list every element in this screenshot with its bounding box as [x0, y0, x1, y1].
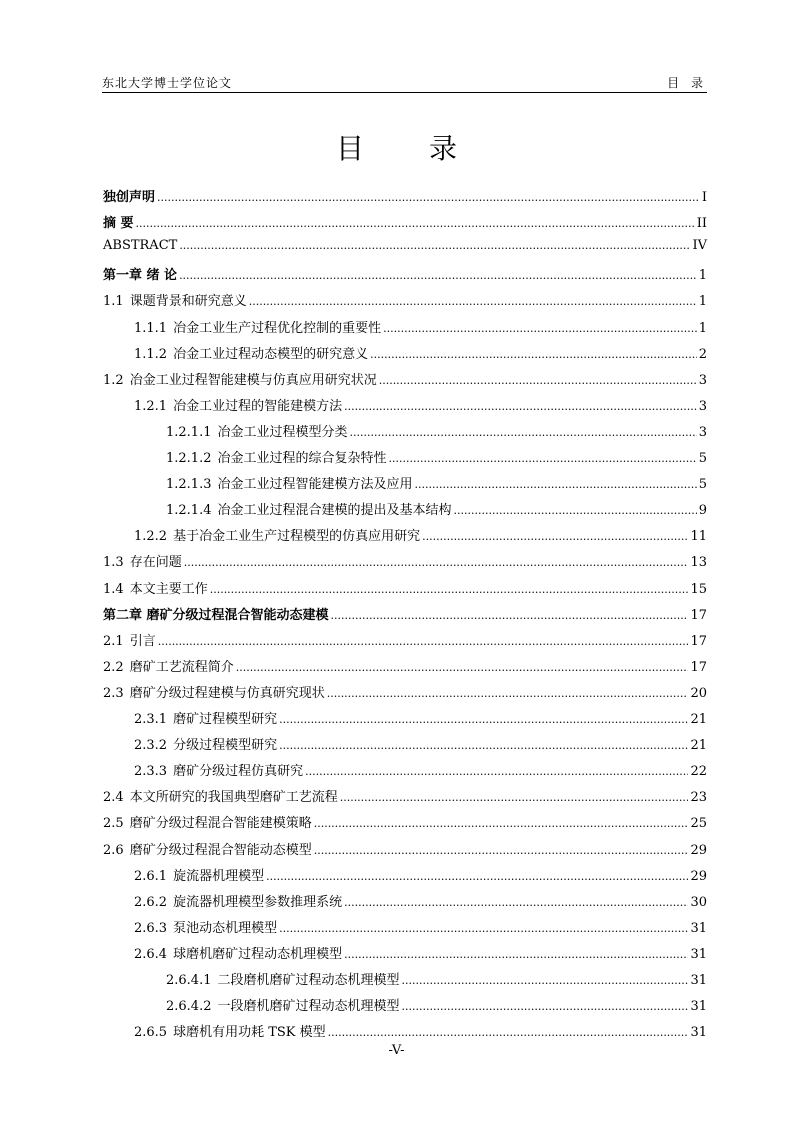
toc-entry-number: 1.1.1: [134, 320, 168, 336]
toc-entry-number: 1.2.1.2: [166, 451, 212, 466]
toc-entry[interactable]: [103, 839, 707, 859]
toc-entry[interactable]: [103, 290, 707, 310]
toc-entry-number: 2.5: [103, 816, 124, 832]
toc-entry-page: II: [696, 216, 707, 232]
toc-entry-page: 23: [690, 790, 707, 806]
toc-entry-title: 球磨机磨矿过程动态机理模型: [173, 946, 343, 962]
toc-entry-label: [103, 264, 177, 283]
toc-entry-title: 磨矿工艺流程简介: [129, 659, 234, 675]
toc-dot-leader: [370, 348, 697, 361]
toc-dot-leader: [249, 295, 697, 308]
toc-entry-number: 1.2.1.4: [166, 503, 212, 519]
toc-entry-label: [103, 604, 329, 623]
page-title: 目 录: [336, 132, 485, 165]
toc-entry-number: 2.6.5: [134, 1025, 168, 1041]
toc-entry-page: 2: [698, 346, 707, 362]
toc-entry-label: [103, 839, 312, 858]
toc-entry-title: 基于冶金工业生产过程模型的仿真应用研究: [173, 529, 421, 545]
toc-entry[interactable]: [166, 969, 707, 989]
toc-dot-leader: [314, 817, 689, 830]
toc-entry-title: 冶金工业过程模型分类: [217, 424, 348, 440]
toc-entry-number: 2.1: [103, 633, 124, 649]
toc-entry-label: [166, 473, 413, 492]
toc-entry-number: 2.6.4.1: [166, 973, 212, 988]
toc-entry-label: [134, 734, 277, 753]
toc-entry-label: [134, 317, 381, 336]
toc-entry-page: 11: [690, 529, 707, 545]
toc-entry-number: 2.6.1: [134, 868, 168, 884]
toc-entry-page: 1: [698, 268, 707, 284]
header-section-name: 目 录: [667, 76, 707, 90]
toc-entry-title: 冶金工业过程动态模型的研究意义: [173, 346, 369, 362]
toc-dot-leader: [266, 870, 688, 883]
toc-entry[interactable]: [166, 447, 707, 467]
toc-entry-number: 1.4: [103, 581, 124, 597]
toc-entry-page: 3: [698, 372, 707, 388]
toc-entry[interactable]: [134, 865, 707, 885]
toc-dot-leader: [402, 1000, 689, 1013]
toc-dot-leader: [331, 609, 689, 622]
toc-entry-label: [103, 290, 247, 309]
toc-dot-leader: [210, 583, 689, 596]
toc-dot-leader: [402, 974, 689, 987]
toc-entry-title: 二段磨机磨矿过程动态机理模型: [217, 973, 400, 988]
toc-entry-label: [103, 369, 377, 388]
running-header: [102, 74, 707, 92]
toc-entry[interactable]: [103, 186, 707, 206]
toc-dot-leader: [383, 322, 697, 335]
toc-entry-title: 第二章 磨矿分级过程混合智能动态建模: [103, 607, 329, 623]
toc-entry-page: 3: [698, 398, 707, 414]
toc-entry-page: 17: [690, 633, 707, 649]
toc-entry-title: 引言: [129, 633, 156, 649]
toc-entry-page: 29: [690, 868, 707, 884]
toc-dot-leader: [157, 191, 700, 204]
toc-dot-leader: [340, 791, 689, 804]
toc-entry-page: 17: [690, 659, 707, 675]
toc-entry-number: 2.3.3: [134, 764, 168, 780]
toc-entry-page: 13: [690, 555, 707, 571]
toc-entry[interactable]: [166, 473, 707, 493]
toc-entry-label: [134, 943, 342, 962]
toc-entry[interactable]: [134, 734, 707, 754]
toc-entry-number: 1.2.1.1: [166, 424, 212, 440]
toc-entry-number: 2.3.2: [134, 738, 168, 754]
toc-entry-number: 1.2: [103, 372, 124, 388]
toc-dot-leader: [328, 1026, 689, 1039]
toc-entry-page: 31: [690, 920, 707, 936]
toc-entry-title: 本文主要工作: [129, 581, 208, 597]
toc-dot-leader: [454, 504, 697, 517]
toc-entry[interactable]: [134, 917, 707, 937]
toc-dot-leader: [305, 765, 688, 778]
toc-entry-page: 20: [690, 685, 707, 701]
toc-entry-label: [103, 682, 325, 701]
toc-dot-leader: [314, 844, 689, 857]
toc-entry[interactable]: [103, 264, 707, 284]
toc-entry-title: 旋流器机理模型参数推理系统: [173, 894, 343, 910]
toc-entry[interactable]: [134, 1021, 707, 1041]
toc-entry-number: 1.2.2: [134, 529, 168, 545]
toc-dot-leader: [344, 948, 688, 961]
toc-entry-page: 5: [698, 451, 707, 466]
toc-entry-number: 1.3: [103, 555, 124, 571]
toc-entry-number: 2.3: [103, 685, 124, 701]
toc-entry-number: 2.6.3: [134, 920, 168, 936]
toc-entry-title: 旋流器机理模型: [173, 868, 265, 884]
toc-entry-label: [134, 760, 303, 779]
toc-entry[interactable]: [134, 525, 707, 545]
toc-entry-title: 球磨机有用功耗 TSK 模型: [173, 1025, 326, 1041]
toc-entry[interactable]: [134, 760, 707, 780]
toc-entry-title: 磨矿分级过程建模与仿真研究现状: [129, 685, 325, 701]
toc-entry[interactable]: [103, 630, 707, 650]
toc-entry[interactable]: [103, 578, 707, 598]
toc-entry-page: IV: [692, 238, 707, 254]
toc-dot-leader: [279, 713, 688, 726]
toc-entry[interactable]: [134, 943, 707, 963]
toc-entry-number: 2.6.2: [134, 894, 168, 910]
toc-entry-title: 冶金工业过程混合建模的提出及基本结构: [217, 503, 452, 519]
toc-dot-leader: [422, 530, 688, 543]
toc-entry-number: 2.2: [103, 659, 124, 675]
toc-entry-page: 21: [690, 738, 707, 754]
toc-entry-title: 冶金工业过程的综合复杂特性: [217, 451, 387, 466]
toc-entry-label: [103, 812, 312, 831]
toc-entry[interactable]: [166, 499, 707, 519]
toc-entry[interactable]: [103, 551, 707, 571]
toc-entry[interactable]: [103, 656, 707, 676]
toc-entry-page: 1: [698, 294, 707, 310]
toc-entry-page: 29: [690, 842, 707, 858]
toc-entry[interactable]: [103, 212, 707, 232]
toc-entry-title: 磨矿分级过程混合智能建模策略: [129, 816, 312, 832]
toc-entry-label: [103, 630, 156, 649]
toc-entry-label: [166, 995, 400, 1014]
toc-dot-leader: [415, 478, 697, 491]
toc-entry-label: [166, 421, 348, 440]
toc-entry-label: [134, 1021, 326, 1040]
toc-entry-title: 磨矿分级过程仿真研究: [173, 764, 304, 780]
toc-dot-leader: [279, 739, 688, 752]
toc-entry[interactable]: [134, 317, 707, 337]
toc-dot-leader: [136, 217, 695, 230]
toc-entry-label: [134, 891, 342, 910]
toc-entry-page: 9: [698, 503, 707, 519]
toc-entry-title: 冶金工业生产过程优化控制的重要性: [173, 320, 382, 336]
toc-dot-leader: [327, 687, 689, 700]
toc-entry-page: 15: [690, 581, 707, 597]
toc-entry-label: [166, 969, 400, 988]
toc-entry-page: 3: [698, 424, 707, 440]
toc-entry[interactable]: [166, 995, 707, 1015]
toc-entry-label: [103, 186, 155, 205]
toc-entry-page: 25: [690, 816, 707, 832]
toc-dot-leader: [389, 452, 697, 465]
toc-dot-leader: [158, 635, 689, 648]
toc-entry-label: [134, 917, 277, 936]
toc-entry[interactable]: [134, 891, 707, 911]
toc-entry-label: [134, 708, 277, 727]
toc-entry-label: [103, 551, 182, 570]
toc-entry[interactable]: [103, 786, 707, 806]
toc-entry-page: I: [701, 190, 707, 205]
toc-entry-page: 31: [690, 946, 707, 962]
toc-entry-label: [134, 865, 264, 884]
toc-entry-page: 30: [690, 894, 707, 910]
toc-entry-title: 磨矿分级过程混合智能动态模型: [129, 842, 312, 858]
toc-entry[interactable]: [134, 343, 707, 363]
toc-entry-title: 存在问题: [129, 555, 182, 571]
toc-entry-label: [103, 656, 234, 675]
toc-entry-label: [103, 212, 134, 231]
toc-entry-page: 22: [690, 764, 707, 780]
toc-entry-page: 21: [690, 712, 707, 727]
toc-entry-label: [134, 343, 368, 362]
toc-entry-label: [134, 395, 342, 414]
toc-entry-number: 2.6.4.2: [166, 999, 212, 1015]
toc-entry-title: 泵池动态机理模型: [173, 920, 278, 936]
toc-dot-leader: [184, 556, 689, 569]
toc-dot-leader: [179, 239, 690, 252]
toc-entry-number: 2.4: [103, 790, 124, 806]
toc-entry-number: 1.2.1: [134, 398, 168, 414]
toc-dot-leader: [379, 374, 697, 387]
toc-entry-label: [103, 786, 338, 805]
toc-entry[interactable]: [103, 369, 707, 389]
toc-entry[interactable]: [103, 604, 707, 624]
header-thesis-name: 东北大学博士学位论文: [102, 76, 233, 90]
toc-entry-title: 冶金工业过程的智能建模方法: [173, 398, 343, 414]
header-rule: [102, 92, 707, 93]
toc-dot-leader: [350, 426, 697, 439]
toc-entry-title: 磨矿过程模型研究: [173, 712, 278, 727]
toc-entry-title: 独创声明: [103, 190, 156, 205]
toc-entry-label: [166, 499, 452, 518]
toc-dot-leader: [179, 269, 697, 282]
toc-entry-number: 1.1.2: [134, 346, 168, 362]
toc-entry-label: [166, 447, 387, 466]
toc-entry-number: 2.6: [103, 842, 124, 858]
toc-entry-title: 摘 要: [103, 216, 134, 232]
toc-entry[interactable]: [134, 395, 707, 415]
toc-entry-title: 冶金工业过程智能建模与仿真应用研究状况: [129, 372, 377, 388]
toc-entry-label: [134, 525, 420, 544]
toc-dot-leader: [236, 661, 689, 674]
toc-entry-page: 1: [698, 320, 707, 336]
toc-entry-label: [103, 238, 177, 253]
toc-entry-number: 2.3.1: [134, 712, 168, 727]
toc-entry-title: 分级过程模型研究: [173, 738, 278, 754]
toc-entry-number: 1.1: [103, 294, 124, 310]
toc-entry-page: 31: [690, 999, 707, 1015]
toc-entry-title: 第一章 绪 论: [103, 268, 178, 284]
toc-entry-number: 1.2.1.3: [166, 477, 212, 493]
toc-entry[interactable]: [166, 421, 707, 441]
toc-entry-title: 冶金工业过程智能建模方法及应用: [217, 477, 413, 493]
toc-dot-leader: [279, 922, 688, 935]
toc-entry-page: 17: [690, 607, 707, 623]
toc-entry-label: [103, 578, 208, 597]
toc-entry[interactable]: [103, 238, 707, 258]
toc-entry[interactable]: [134, 708, 707, 728]
toc-entry-number: 2.6.4: [134, 946, 168, 962]
toc-entry-title: 本文所研究的我国典型磨矿工艺流程: [129, 790, 338, 806]
toc-entry-title: ABSTRACT: [103, 238, 178, 254]
toc-entry-title: 一段磨机磨矿过程动态机理模型: [217, 999, 400, 1015]
toc-entry[interactable]: [103, 812, 707, 832]
toc-entry-page: 31: [690, 1025, 707, 1041]
toc-entry-title: 课题背景和研究意义: [129, 294, 247, 310]
toc-entry-page: 31: [690, 973, 707, 988]
toc-dot-leader: [344, 896, 688, 909]
toc-entry-page: 5: [698, 477, 707, 493]
page-number: -V-: [388, 1043, 405, 1058]
toc-entry[interactable]: [103, 682, 707, 702]
toc-dot-leader: [344, 400, 697, 413]
